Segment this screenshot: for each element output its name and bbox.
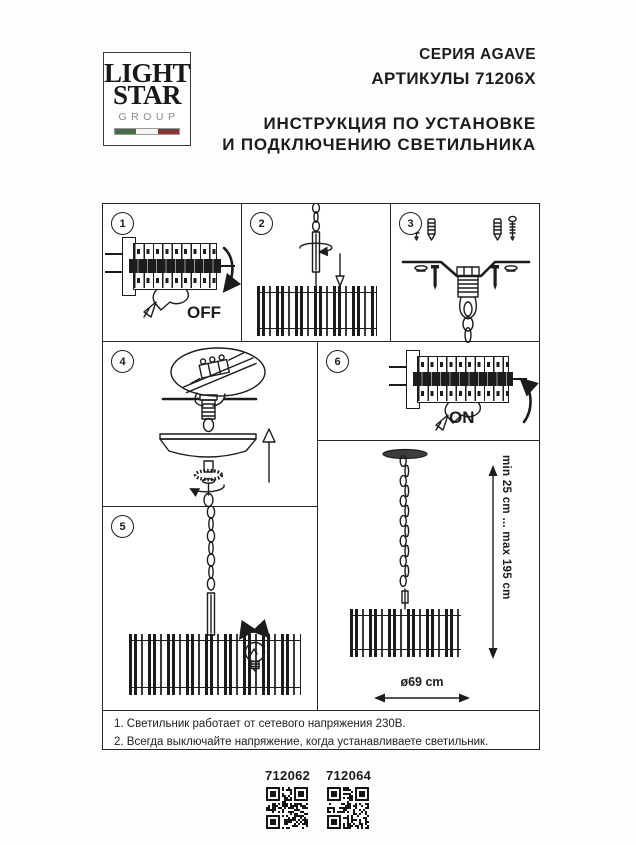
step-number: 1 bbox=[111, 212, 134, 235]
lightstar-logo bbox=[103, 52, 191, 146]
article-code: 712064 bbox=[326, 768, 372, 783]
article-block bbox=[265, 768, 309, 829]
instruction-title-line1: ИНСТРУКЦИЯ ПО УСТАНОВКЕ bbox=[263, 114, 536, 133]
instruction-title-line2: И ПОДКЛЮЧЕНИЮ СВЕТИЛЬНИКА bbox=[222, 135, 536, 155]
qr-code bbox=[327, 787, 369, 829]
header bbox=[222, 46, 536, 156]
note-line-1: 1. Светильник работает от сетевого напряжения 230В. bbox=[114, 718, 406, 730]
flag-green bbox=[115, 129, 136, 134]
step-number: 2 bbox=[250, 212, 273, 235]
logo-light: LIGHT bbox=[104, 58, 191, 88]
flag-white bbox=[136, 129, 157, 134]
circuit-breaker-icon bbox=[133, 243, 217, 290]
step-2-panel bbox=[241, 203, 391, 342]
diameter-label: ø69 cm bbox=[400, 675, 444, 689]
step-6-panel bbox=[317, 341, 540, 442]
logo-star: STAR bbox=[112, 80, 182, 111]
on-label: ON bbox=[449, 408, 475, 427]
step-number: 5 bbox=[111, 515, 134, 538]
logo-group: GROUP bbox=[118, 111, 180, 124]
chandelier-drum-icon bbox=[257, 286, 377, 336]
series-title: СЕРИЯ AGAVE bbox=[419, 46, 536, 63]
bulb-install-diagram bbox=[103, 507, 320, 713]
safety-notes bbox=[102, 710, 540, 750]
note-line-2: 2. Всегда выключайте напряжение, когда устанавливаете светильник. bbox=[114, 735, 489, 748]
step-3-panel bbox=[390, 203, 540, 342]
step-number: 4 bbox=[111, 350, 134, 373]
qr-code bbox=[266, 787, 308, 829]
wall-anchor-icon bbox=[494, 219, 501, 240]
wall-anchor-icon bbox=[428, 219, 435, 240]
step-number: 3 bbox=[399, 212, 422, 235]
height-range-label: min 25 cm ... max 195 cm bbox=[500, 455, 512, 600]
terminal-block-icon bbox=[179, 348, 259, 393]
articles-title: АРТИКУЛЫ 71206X bbox=[371, 69, 536, 88]
dimensions-panel bbox=[317, 440, 540, 712]
step-1-panel bbox=[102, 203, 243, 342]
screw-icon bbox=[509, 216, 516, 240]
ceiling-connection-diagram bbox=[103, 342, 320, 509]
off-label: OFF bbox=[187, 303, 221, 322]
step-5-panel bbox=[102, 506, 319, 712]
flag-red bbox=[158, 129, 179, 134]
circuit-breaker-icon bbox=[417, 356, 509, 403]
step-4-panel bbox=[102, 341, 319, 508]
article-block bbox=[326, 768, 370, 829]
article-code: 712062 bbox=[265, 768, 311, 783]
italian-flag-bar bbox=[114, 128, 180, 135]
step-number: 6 bbox=[326, 350, 349, 373]
